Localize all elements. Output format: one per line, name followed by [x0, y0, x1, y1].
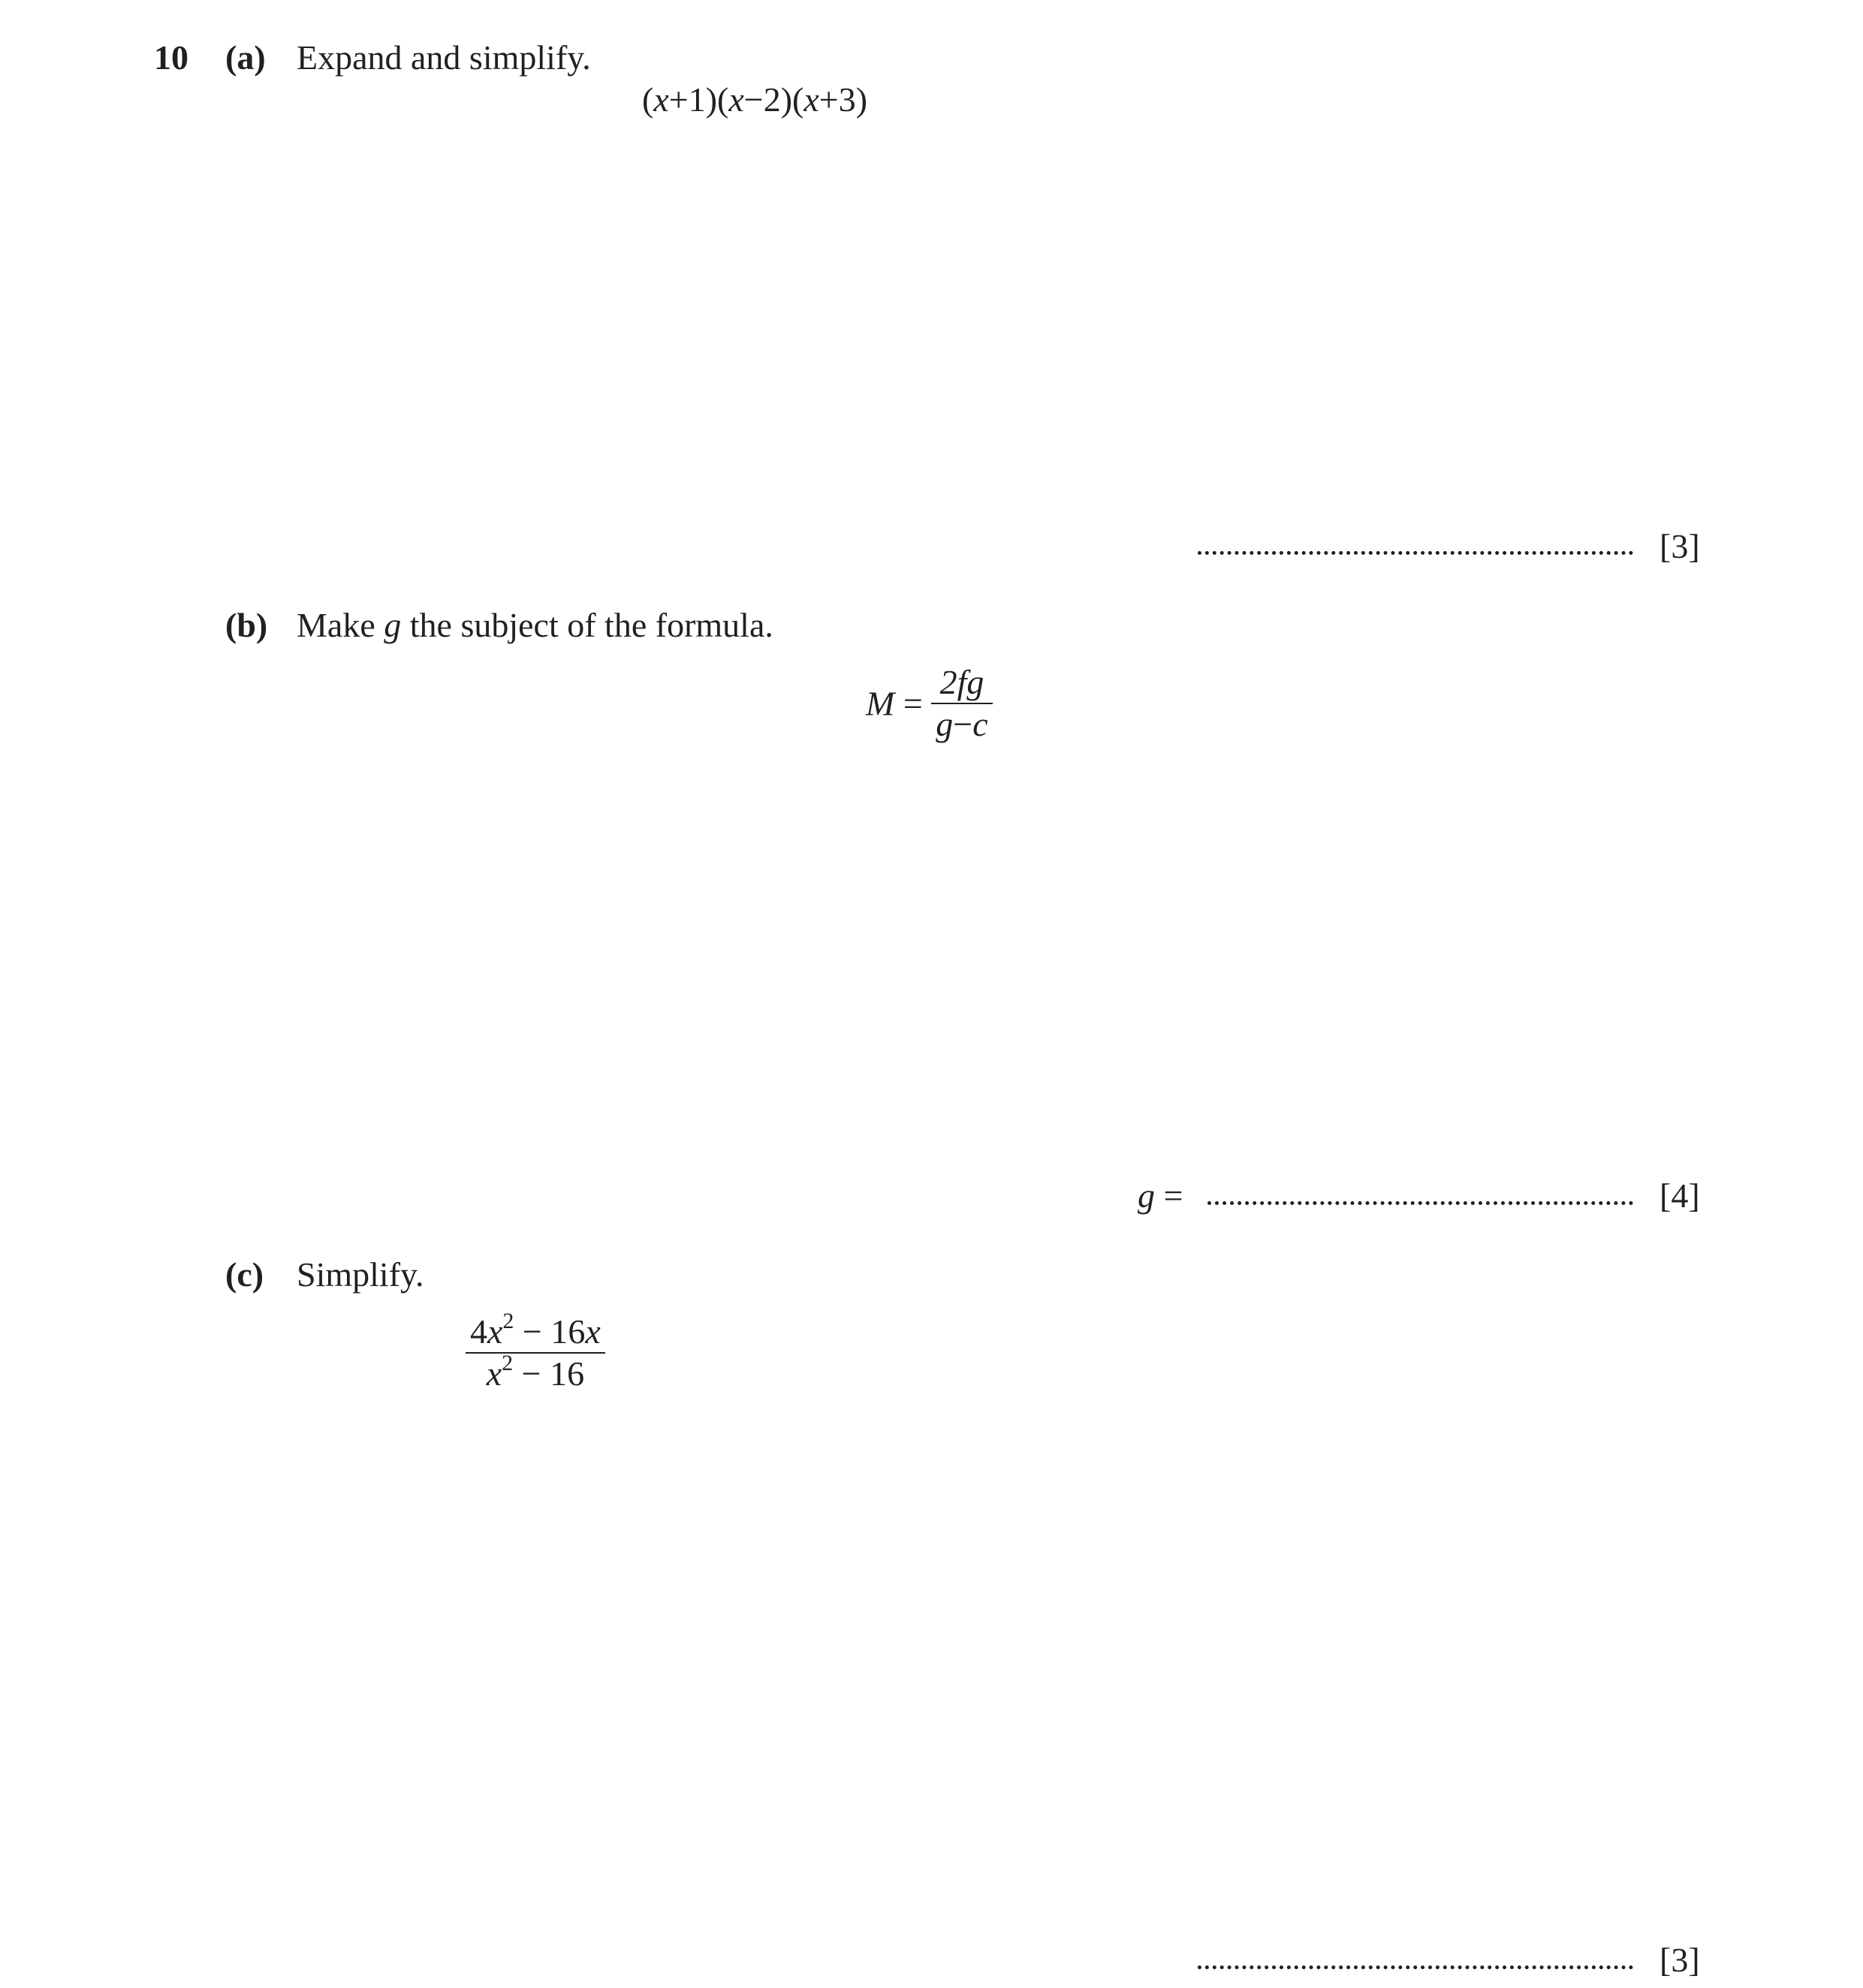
- part-a-instruction: Expand and simplify.: [297, 38, 591, 77]
- question-number: 10: [154, 38, 188, 77]
- part-c-marks: [3]: [1660, 1941, 1700, 1979]
- part-b-answer-line[interactable]: [1207, 1201, 1633, 1205]
- part-c-instruction: Simplify.: [297, 1255, 424, 1294]
- part-a-marks: [3]: [1660, 527, 1700, 565]
- part-a-label: (a): [225, 38, 266, 77]
- part-b-label: (b): [225, 606, 268, 644]
- part-b-instruction: Make g the subject of the formula.: [297, 606, 773, 644]
- part-c-expression: [466, 1309, 605, 1393]
- part-a-answer-line[interactable]: [1198, 551, 1633, 555]
- part-c-answer-line[interactable]: [1198, 1965, 1633, 1969]
- part-a-expression: (x+1)(x−2)(x+3): [642, 80, 868, 119]
- part-b-fraction: $\frac{2fg}{g-c}$: [931, 664, 992, 743]
- part-b-marks: [4]: [1660, 1176, 1700, 1215]
- part-b-answer-prefix: g =: [1138, 1176, 1183, 1215]
- part-c-fraction: $\frac{4x^2 - 16x}{x^2 - 16}$: [466, 1314, 605, 1393]
- part-c-label: (c): [225, 1255, 264, 1294]
- part-b-formula: M = $\frac{2fg}{g-c}$: [866, 664, 993, 743]
